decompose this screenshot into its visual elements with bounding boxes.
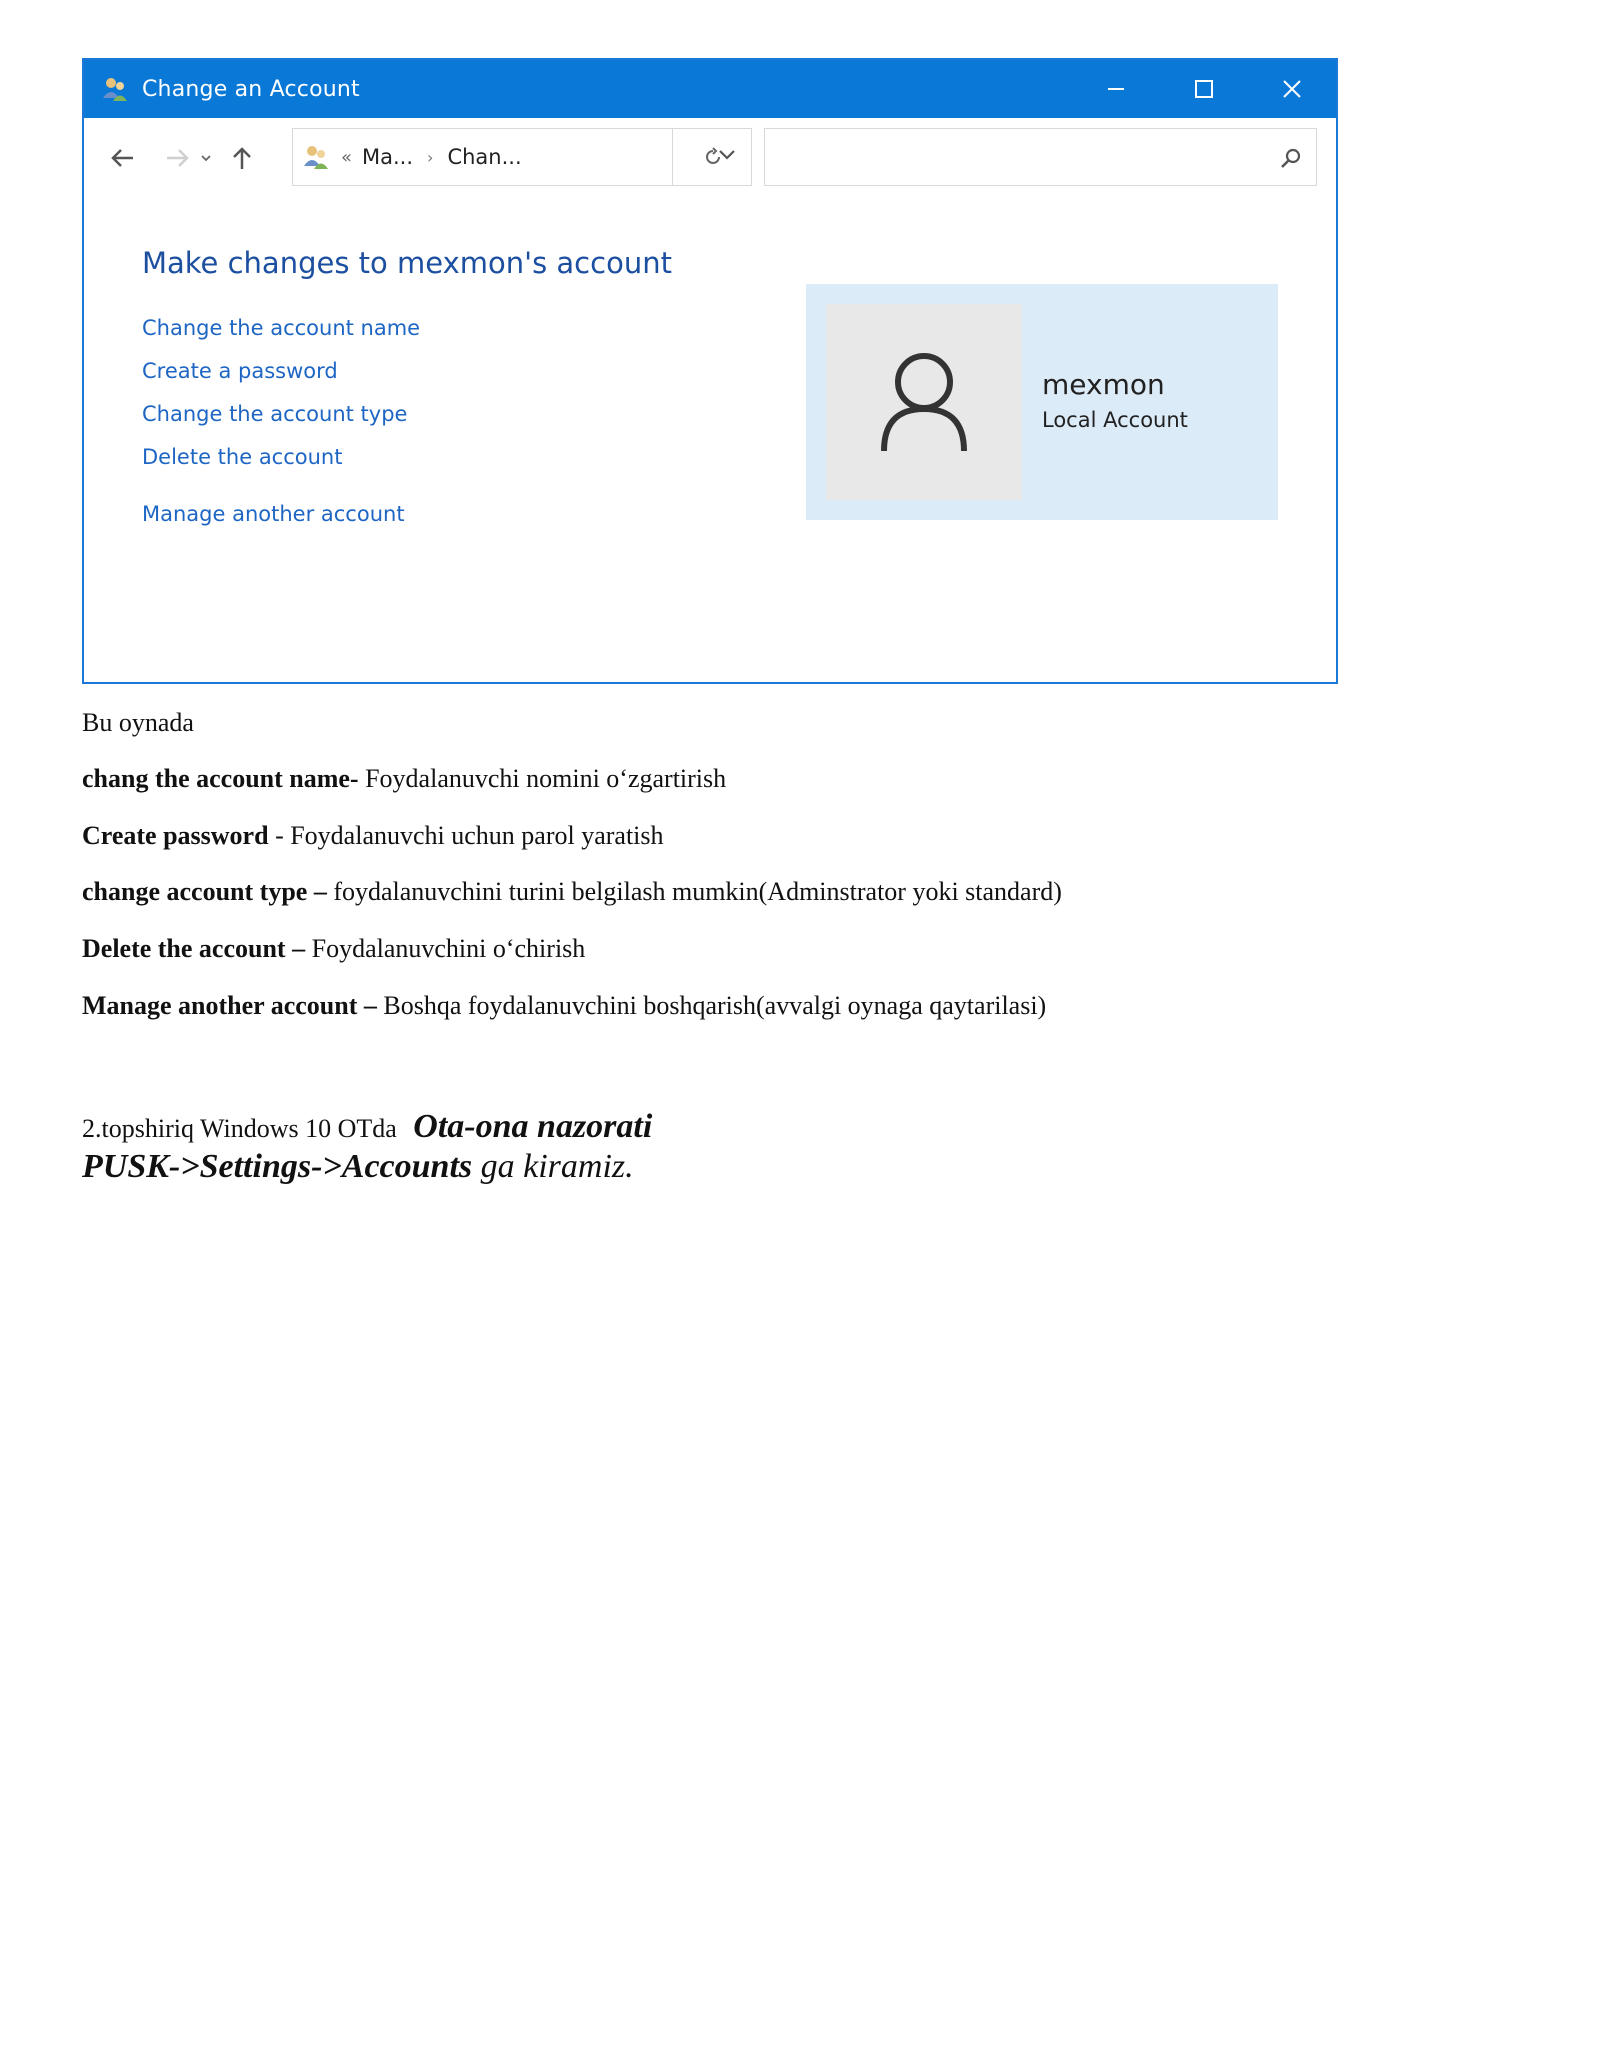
window-title: Change an Account [142,76,360,102]
back-button[interactable] [104,138,140,178]
delete-account-link[interactable]: Delete the account [142,445,343,469]
path-bold: PUSK->Settings->Accounts [82,1148,473,1185]
forward-button[interactable] [160,138,196,178]
page-title: Make changes to mexmon's account [142,246,672,280]
maximize-button[interactable] [1160,60,1248,118]
change-account-name-link[interactable]: Change the account name [142,316,421,340]
task-prefix: 2.topshiriq Windows 10 OTda [82,1114,404,1143]
user-icon [874,347,974,457]
window-content [84,198,1336,684]
refresh-button[interactable] [672,128,753,186]
avatar [826,304,1022,500]
item-desc: Boshqa foydalanuvchini boshqarish(avvalgi oynaga qaytarilasi) [376,991,1047,1020]
item-term: chang the account name- [82,764,359,793]
up-button[interactable] [224,138,260,178]
item-term: change account type – [82,877,327,906]
list-item [82,764,726,794]
item-term: Delete the account – [82,934,306,963]
title-bar[interactable] [84,60,1336,118]
account-name: mexmon [1042,368,1165,401]
breadcrumb-separator: › [427,147,434,167]
maximize-icon [1194,79,1214,99]
refresh-icon [701,145,725,169]
breadcrumb-overflow[interactable]: « [341,146,353,168]
create-password-link[interactable]: Create a password [142,359,338,383]
change-account-type-link[interactable]: Change the account type [142,402,408,426]
item-term: Manage another account – [82,991,377,1020]
users-icon [301,142,331,172]
window-controls [1072,60,1336,118]
breadcrumb-item-first[interactable]: Ma... [362,145,414,169]
search-icon [1278,145,1304,175]
intro-text: Bu oynada [82,708,194,737]
list-item [82,877,1062,907]
list-item [82,934,585,964]
path-rest: ga kiramiz. [472,1148,634,1185]
back-arrow-icon [109,147,135,169]
breadcrumb-item-second[interactable]: Chan... [447,145,522,169]
close-icon [1282,79,1302,99]
task-heading [82,1108,652,1146]
item-desc: Foydalanuvchi nomini o‘zgartirish [358,764,727,793]
account-type: Local Account [1042,408,1188,432]
close-button[interactable] [1248,60,1336,118]
minimize-icon [1106,79,1126,99]
list-item [82,821,664,851]
list-item [82,991,1046,1021]
minimize-button[interactable] [1072,60,1160,118]
navigation-toolbar [84,118,1336,198]
search-input[interactable] [764,128,1317,186]
item-desc: foydalanuvchini turini belgilash mumkin(Adminstrator yoki standard) [326,877,1062,906]
item-desc: - Foydalanuvchi uchun parol yaratish [268,821,664,850]
chevron-down-icon [200,153,212,163]
recent-locations-button[interactable] [196,138,216,178]
account-card [806,284,1278,520]
item-desc: Foydalanuvchini o‘chirish [305,934,586,963]
manage-another-account-link[interactable]: Manage another account [142,502,405,526]
forward-arrow-icon [165,147,191,169]
item-term: Create password [82,821,269,850]
change-account-window [82,58,1338,684]
settings-path [82,1148,634,1186]
users-icon [100,74,130,104]
task-title: Ota-ona nazorati [413,1108,653,1145]
up-arrow-icon [231,145,253,171]
